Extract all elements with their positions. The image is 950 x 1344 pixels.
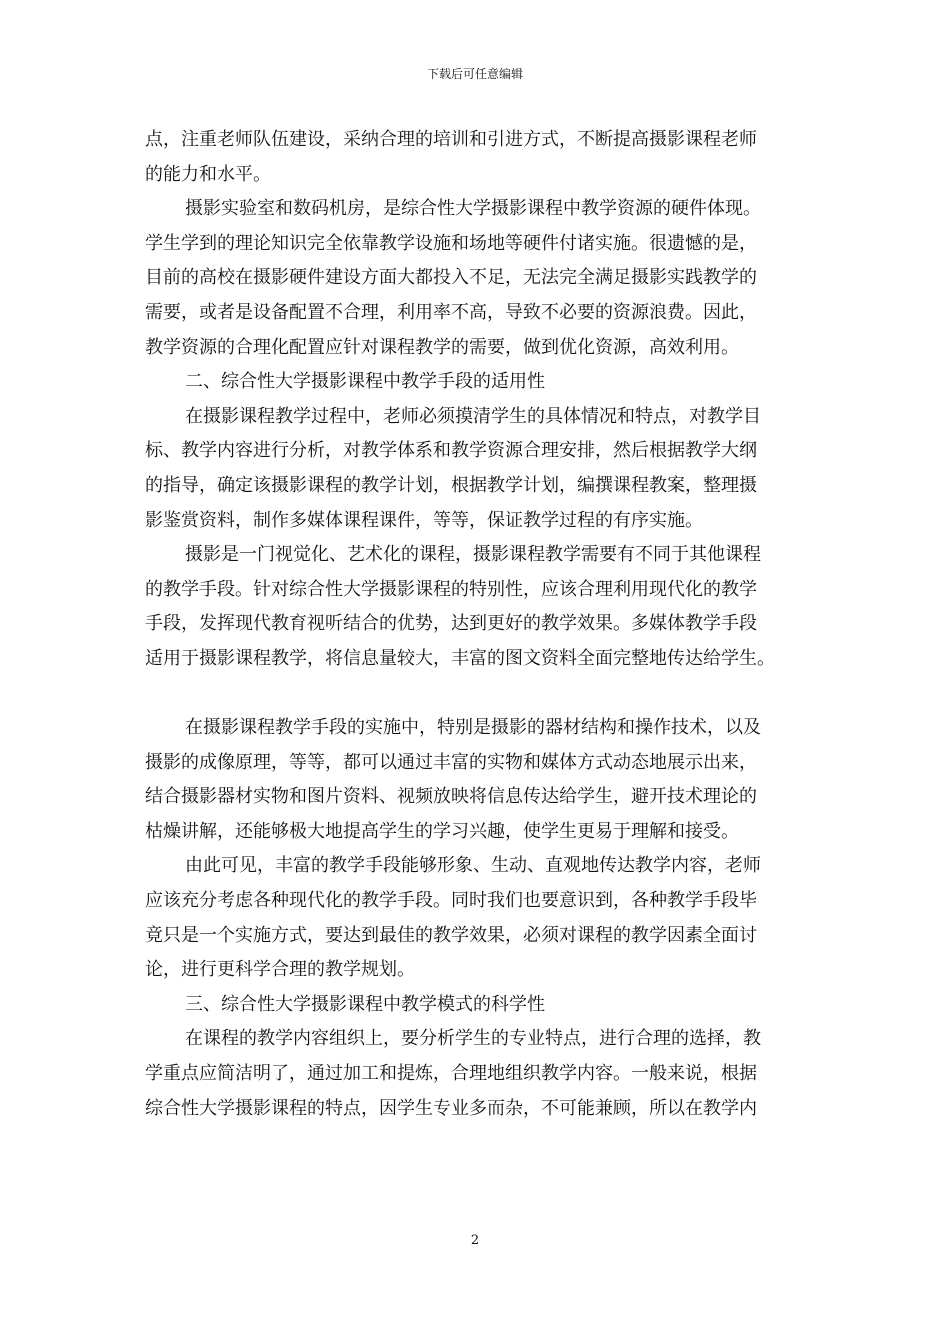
paragraph-4 [145,538,817,676]
text-line: 的教学手段。针对综合性大学摄影课程的特别性，应该合理利用现代化的教学 [145,578,757,600]
document-body [145,123,817,1126]
text-line: 标、教学内容进行分析，对教学体系和教学资源合理安排，然后根据教学大纲 [145,440,757,462]
text-line: 摄影的成像原理，等等，都可以通过丰富的实物和媒体方式动态地展示出来， [145,751,757,773]
page-header: 下载后可任意编辑 [426,67,523,81]
text-line: 结合摄影器材实物和图片资料、视频放映将信息传达给学生，避开技术理论的 [145,786,757,808]
text-line: 综合性大学摄影课程的特点，因学生专业多而杂，不可能兼顾，所以在教学内 [145,1097,757,1119]
text-line: 手段，发挥现代教育视听结合的优势，达到更好的教学效果。多媒体教学手段 [145,613,757,635]
text-line: 学生学到的理论知识完全依靠教学设施和场地等硬件付诸实施。很遗憾的是， [145,232,757,254]
text-line: 学重点应简洁明了，通过加工和提炼，合理地组织教学内容。一般来说，根据 [145,1063,757,1085]
text-line: 枯燥讲解，还能够极大地提高学生的学习兴趣，使学生更易于理解和接受。 [145,820,739,842]
paragraph-7 [145,1022,817,1126]
text-line: 论，进行更科学合理的教学规划。 [145,959,415,981]
text-line: 的指导，确定该摄影课程的教学计划，根据教学计划，编撰课程教案，整理摄 [145,474,757,496]
page-number: 2 [470,1233,480,1248]
paragraph-1 [145,123,817,192]
text-line: 竟只是一个实施方式，要达到最佳的教学效果，必须对课程的教学因素全面讨 [145,924,757,946]
paragraph-6 [145,849,817,987]
text-line: 在摄影课程教学过程中，老师必须摸清学生的具体情况和特点，对教学目 [185,405,761,427]
text-line: 摄影实验室和数码机房，是综合性大学摄影课程中教学资源的硬件体现。 [185,198,761,220]
text-line: 摄影是一门视觉化、艺术化的课程，摄影课程教学需要有不同于其他课程 [185,544,761,566]
text-line: 适用于摄影课程教学，将信息量较大，丰富的图文资料全面完整地传达给学生。 [145,647,775,669]
text-line: 在课程的教学内容组织上，要分析学生的专业特点，进行合理的选择，教 [185,1028,761,1050]
section-heading-2 [145,365,817,400]
paragraph-2 [145,192,817,365]
paragraph-5 [145,711,817,849]
text-line: 的能力和水平。 [145,163,271,185]
text-line: 点，注重老师队伍建设，采纳合理的培训和引进方式，不断提高摄影课程老师 [145,129,757,150]
text-line: 影鉴赏资料，制作多媒体课程课件，等等，保证教学过程的有序实施。 [145,509,703,531]
heading-text: 三、综合性大学摄影课程中教学模式的科学性 [185,993,545,1015]
paragraph-3 [145,400,817,538]
blank-line [145,677,817,712]
text-line: 需要，或者是设备配置不合理，利用率不高，导致不必要的资源浪费。因此， [145,301,757,323]
text-line: 教学资源的合理化配置应针对课程教学的需要，做到优化资源，高效利用。 [145,336,739,358]
text-line: 应该充分考虑各种现代化的教学手段。同时我们也要意识到，各种教学手段毕 [145,890,757,912]
heading-text: 二、综合性大学摄影课程中教学手段的适用性 [185,371,545,393]
text-line: 由此可见，丰富的教学手段能够形象、生动、直观地传达教学内容，老师 [185,855,761,877]
section-heading-3 [145,988,817,1023]
text-line: 目前的高校在摄影硬件建设方面大都投入不足，无法完全满足摄影实践教学的 [145,267,757,289]
text-line: 在摄影课程教学手段的实施中，特别是摄影的器材结构和操作技术，以及 [185,717,761,739]
